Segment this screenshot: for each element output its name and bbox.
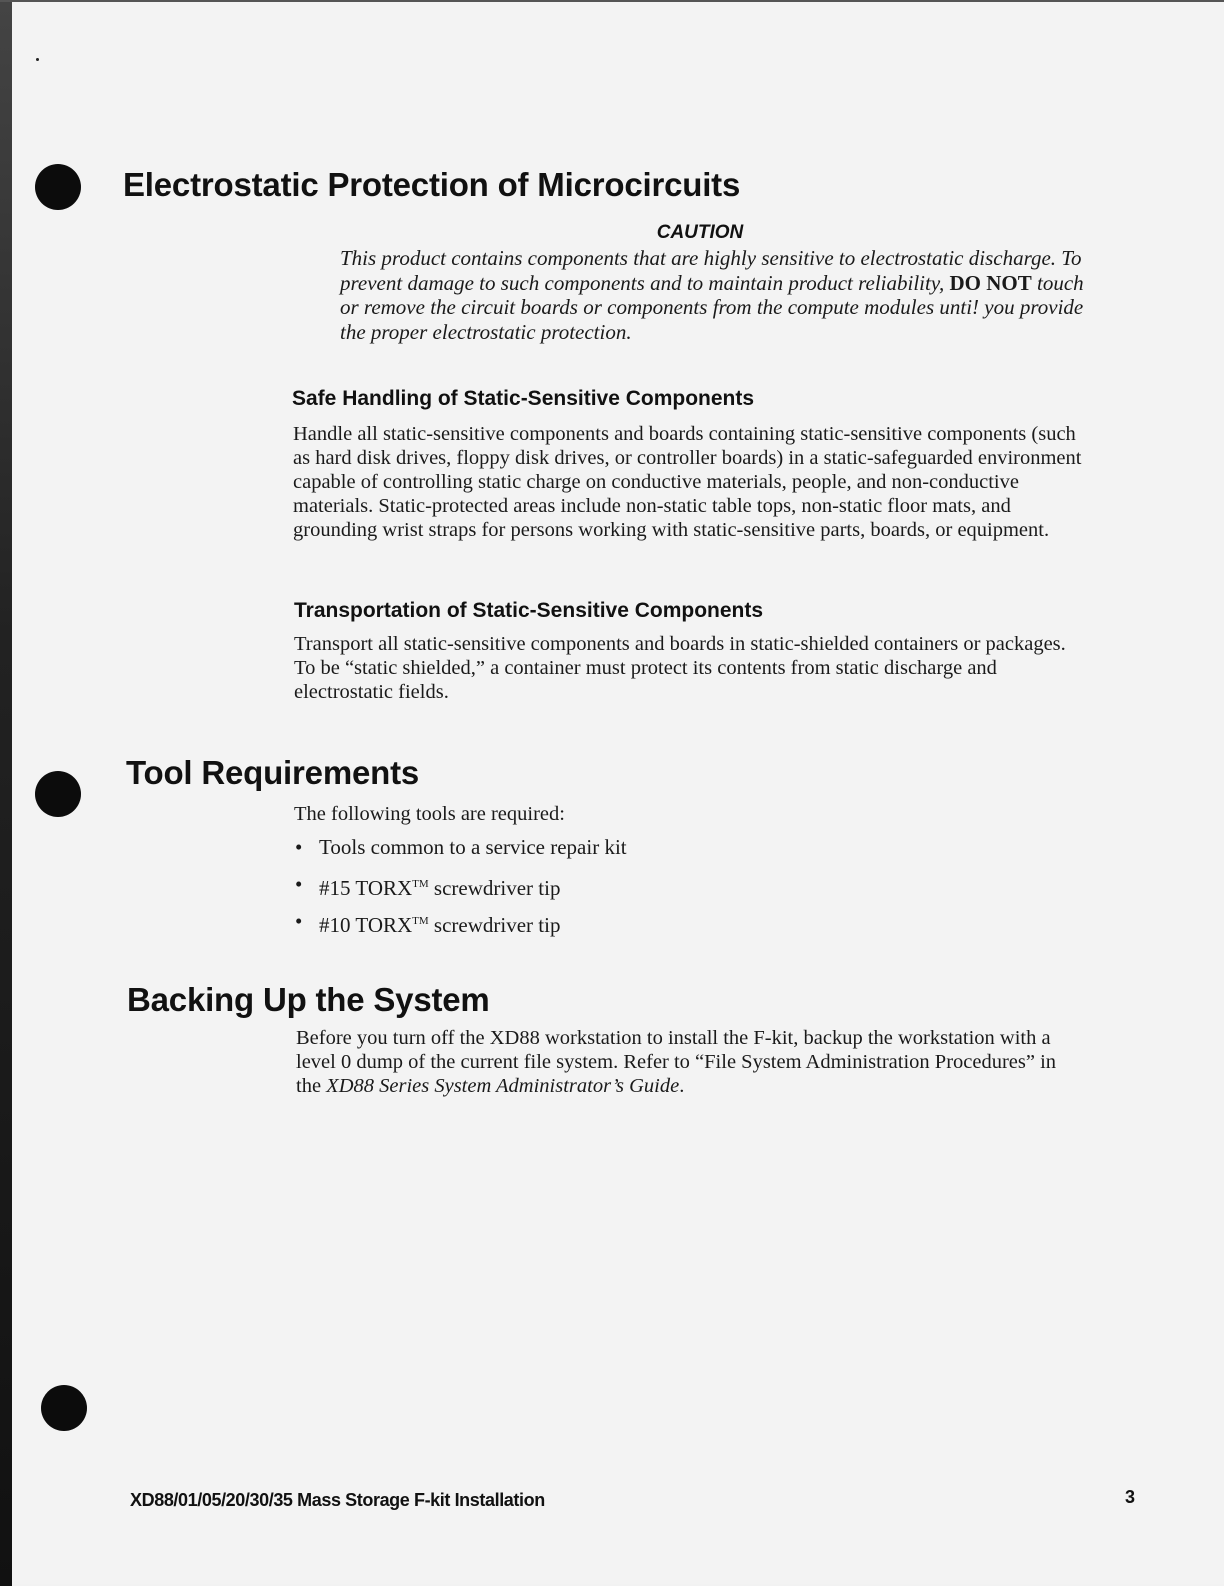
trademark-symbol: TM (412, 878, 429, 890)
footer-document-title: XD88/01/05/20/30/35 Mass Storage F-kit Installation (130, 1490, 545, 1510)
heading-safe-handling: Safe Handling of Static-Sensitive Components (292, 387, 755, 410)
scan-speck (36, 58, 39, 61)
bullet-icon: • (295, 909, 303, 933)
tools-list-item (294, 834, 627, 871)
caution-text-part2: touch or remove the circuit boards or components from the compute modules unti! you provide the proper electrostatic protection. (340, 270, 1084, 344)
tool-item-text: #10 TORX (319, 913, 413, 937)
page-number: 3 (1125, 1487, 1136, 1507)
tools-list-item (294, 908, 627, 945)
binder-hole-middle (35, 771, 81, 817)
tool-item-text: #15 TORX (319, 876, 413, 900)
trademark-symbol: TM (412, 915, 429, 927)
guide-title-reference: XD88 Series System Administrator’s Guide (326, 1075, 680, 1097)
backup-body (296, 1026, 1086, 1098)
tools-list (294, 834, 627, 945)
caution-emphasis: DO NOT (949, 270, 1032, 295)
tool-item-text: Tools common to a service repair kit (319, 835, 627, 859)
backup-body-text: Before you turn off the XD88 workstation to install the F-kit, backup the workstation with a level 0 dump of the current file system. Refer to “File System Administration Procedures” in the (296, 1027, 1057, 1097)
binder-hole-bottom (41, 1385, 87, 1431)
caution-text-part1: This product contains components that are highly sensitive to electrostatic discharge. To prevent damage to such components and to maintain product reliability, (340, 246, 1082, 295)
heading-backing-up: Backing Up the System (127, 981, 490, 1018)
binder-hole-top (35, 164, 81, 210)
heading-electrostatic-protection: Electrostatic Protection of Microcircuits (123, 166, 741, 203)
bullet-icon: • (295, 835, 303, 859)
bullet-icon: • (295, 872, 303, 896)
heading-tool-requirements: Tool Requirements (126, 754, 420, 791)
safe-handling-body: Handle all static-sensitive components and boards containing static-sensitive components (such as hard disk drives, floppy disk drives, or controller boards) in a static-safeguarded environment capable of controlling static charge on conductive materials, people, and non-conductive materials. Static-protected areas include non-static table tops, non-static floor mats, and grounding wrist straps for persons working with static-sensitive parts, boards, or equipment. (293, 423, 1082, 541)
tools-list-item (294, 871, 627, 908)
backup-body-end: . (679, 1075, 685, 1097)
tool-item-suffix: screwdriver tip (428, 913, 561, 937)
tools-intro: The following tools are required: (294, 803, 565, 825)
caution-title: CAUTION (656, 222, 744, 243)
transportation-body: Transport all static-sensitive components and boards in static-shielded containers or packages. To be “static shielded,” a container must protect its contents from static discharge and electrostatic fields. (294, 633, 1066, 703)
heading-transportation: Transportation of Static-Sensitive Components (294, 599, 764, 622)
caution-text (340, 246, 1100, 344)
tool-item-suffix: screwdriver tip (428, 876, 561, 900)
